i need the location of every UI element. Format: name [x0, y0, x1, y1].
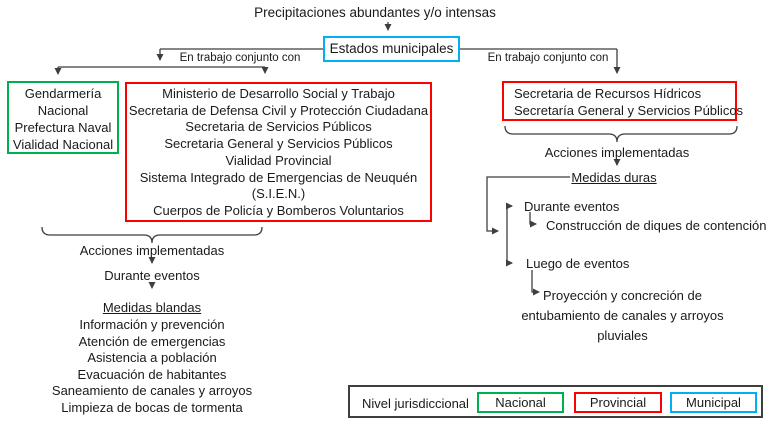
- luego-label: Luego de eventos: [526, 256, 630, 271]
- list-item: Atención de emergencias: [78, 333, 226, 349]
- hydro-box: [502, 81, 744, 121]
- hydro-box-line: Secretaría General y Servicios Públicos: [514, 103, 744, 118]
- provincial-box-line: Ministerio de Desarrollo Social y Trabajo: [162, 86, 395, 101]
- legend-box: [348, 385, 763, 418]
- medidas-blandas-list: [27, 317, 277, 416]
- national-box-line: Gendarmería: [24, 86, 102, 101]
- left-link-label: En trabajo conjunto con: [179, 52, 301, 64]
- national-box: [7, 81, 119, 154]
- brace-left: [42, 227, 262, 243]
- legend-item-provincial: [574, 392, 662, 413]
- legend-item-label: Municipal: [686, 395, 741, 410]
- construccion-item: Construcción de diques de contención: [546, 218, 767, 233]
- national-box-line: Prefectura Naval: [14, 120, 112, 135]
- root-box-estados-municipales: [323, 36, 460, 62]
- provincial-box-line: Cuerpos de Policía y Bomberos Voluntarios: [153, 202, 404, 218]
- provincial-box-line: Secretaria General y Servicios Públicos: [164, 136, 393, 152]
- list-item: Información y prevención: [79, 317, 225, 332]
- medidas-blandas-heading: Medidas blandas: [102, 300, 202, 315]
- list-item: Evacuación de habitantes: [77, 366, 227, 382]
- provincial-box-line: (S.I.E.N.): [251, 186, 306, 202]
- root-box-label: Estados municipales: [329, 41, 454, 56]
- provincial-box-line: Sistema Integrado de Emergencias de Neuquén: [139, 169, 418, 185]
- provincial-box: [125, 82, 432, 222]
- provincial-box-line: Secretaria de Defensa Civil y Protección Ciudadana: [128, 102, 429, 118]
- proyeccion-line: pluviales: [597, 328, 648, 343]
- legend-item-label: Provincial: [589, 395, 647, 410]
- proyeccion-line: Proyección y concreción de: [543, 288, 702, 303]
- left-durante-label: Durante eventos: [104, 268, 200, 283]
- right-acciones-label: Acciones implementadas: [544, 145, 690, 160]
- legend-item-nacional: [477, 392, 564, 413]
- hydro-box-line: Secretaria de Recursos Hídricos: [514, 86, 702, 101]
- medidas-duras-heading: Medidas duras: [571, 170, 657, 185]
- right-link-label: En trabajo conjunto con: [487, 52, 609, 64]
- legend-item-label: Nacional: [495, 395, 546, 410]
- proyeccion-line: entubamiento de canales y arroyos: [521, 308, 724, 323]
- legend-title: Nivel jurisdiccional: [362, 396, 469, 411]
- proyeccion-item: [515, 286, 730, 346]
- provincial-box-line: Vialidad Provincial: [225, 152, 332, 168]
- diagram-title: Precipitaciones abundantes y/o intensas: [254, 5, 496, 20]
- left-acciones-label: Acciones implementadas: [79, 243, 225, 258]
- right-durante-label: Durante eventos: [524, 199, 620, 214]
- list-item: Saneamiento de canales y arroyos: [51, 383, 253, 398]
- list-item: Limpieza de bocas de tormenta: [61, 399, 243, 415]
- brace-right: [505, 126, 737, 142]
- provincial-box-line: Secretaria de Servicios Públicos: [185, 119, 372, 135]
- list-item: Asistencia a población: [87, 350, 217, 365]
- national-box-line: Nacional: [37, 103, 89, 118]
- national-box-line: Vialidad Nacional: [12, 137, 114, 152]
- legend-item-municipal: [670, 392, 757, 413]
